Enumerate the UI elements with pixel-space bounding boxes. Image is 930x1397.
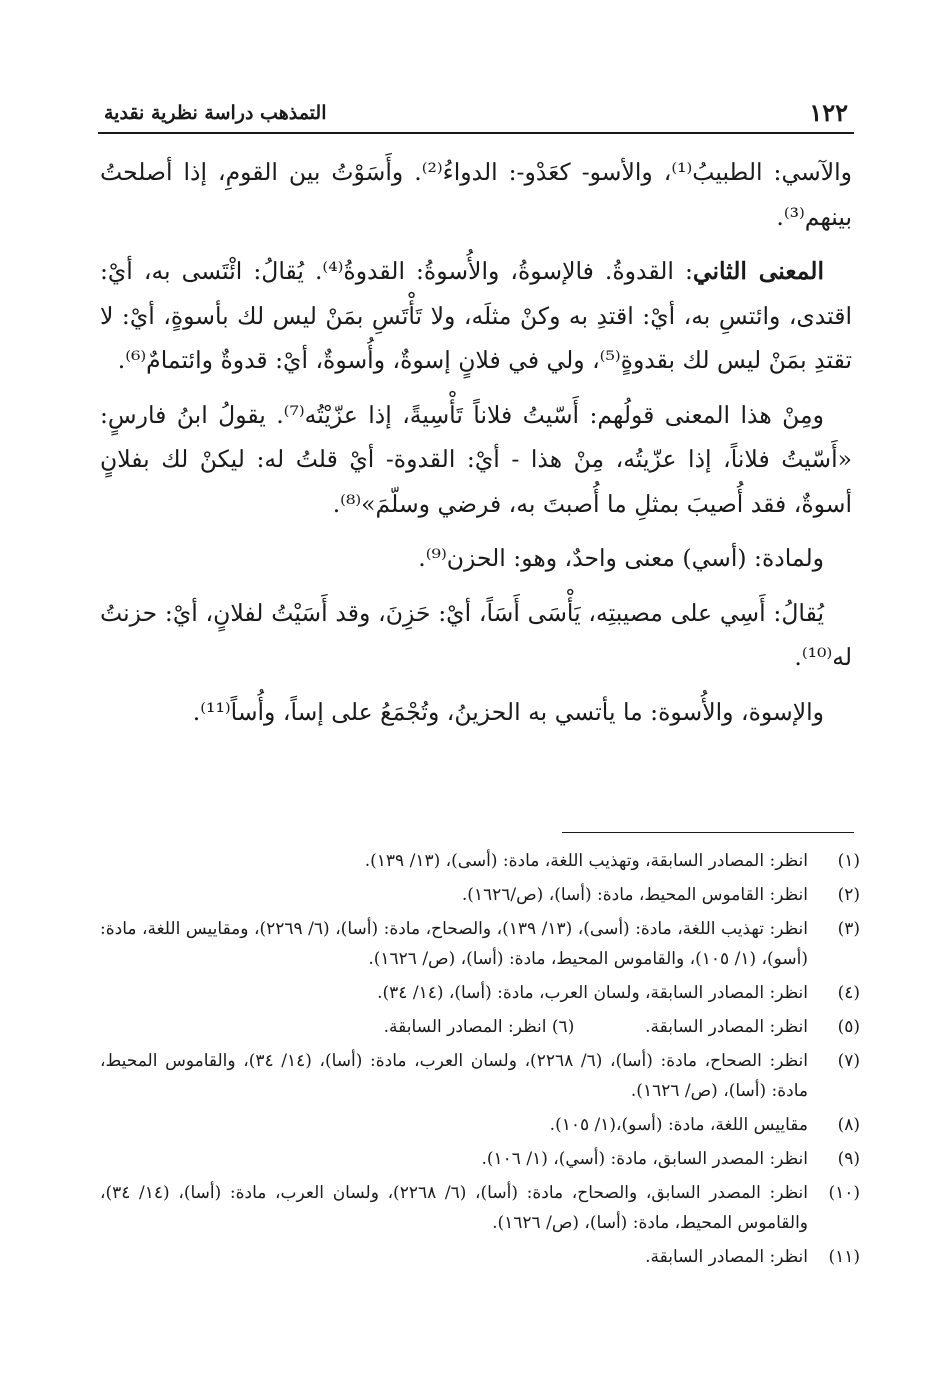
main-text (100, 150, 852, 744)
paragraph-1: والآسي: الطبيبُ⁽¹⁾، والأسو- كعَدْو-: الدواءُ⁽²⁾. وأَسَوْتُ بين القومِ، إذا أصلحتُ بينهم⁽³⁾. (100, 158, 853, 231)
footnote-number: (٥) (837, 1017, 860, 1037)
page-number: ١٢٢ (809, 98, 848, 127)
footnote-text: انظر: المصدر السابق، مادة: (أسي)، (١/ ١٠٦). (481, 1149, 808, 1169)
paragraph-5: يُقالُ: أَسِي على مصيبتِه، يَأْسَى أَسَاً، أيْ: حَزِنَ، وقد أَسَيْتُ لفلانٍ، أيْ: حزنتُ له⁽¹⁰⁾. (100, 598, 852, 671)
footnote-4 (100, 978, 860, 1008)
footnote-number: (٧) (837, 1051, 860, 1071)
footnote-number: (٣) (837, 919, 860, 939)
footnote-text: انظر: تهذيب اللغة، مادة: (أسى)، (١٣/ ١٣٩)، والصحاح، مادة: (أسا)، (٦/ ٢٢٦٩)، ومقاييس اللغة، مادة: (أسو)، (١/ ١٠٥)، والقاموس المحيط، مادة: (أسا)، (ص/ ١٦٢٦). (100, 919, 808, 969)
footnotes (100, 846, 860, 1276)
footnote-number: (١١) (828, 1247, 860, 1267)
footnote-text: انظر: الصحاح، مادة: (أسا)، (٦/ ٢٢٦٨)، ولسان العرب، مادة: (أسا)، (١٤/ ٣٤)، والقاموس المحيط، مادة: (أسا)، (ص/ ١٦٢٦). (100, 1051, 809, 1101)
footnote-8 (100, 1110, 860, 1140)
running-title: التمذهب دراسة نظرية نقدية (104, 102, 327, 124)
page-header (98, 96, 854, 134)
footnote-7 (100, 1046, 860, 1106)
footnote-number: (٦) (551, 1017, 575, 1037)
footnote-text: انظر: المصادر السابقة. (383, 1017, 547, 1037)
footnote-divider (562, 832, 854, 833)
footnote-number: (٩) (837, 1149, 860, 1169)
footnote-number: (١) (837, 851, 860, 871)
footnote-number: (١٠) (828, 1183, 860, 1203)
paragraph-6: والإسوة، والأُسوة: ما يأتسي به الحزينُ، وتُجْمَعُ على إساً، وأُساً⁽¹¹⁾. (192, 697, 824, 726)
footnote-1 (100, 846, 860, 876)
paragraph-3: ومِنْ هذا المعنى قولُهم: أَسّيتُ فلاناً تَأْسِيةً، إذا عزّيْتُه⁽⁷⁾. يقولُ ابنُ فارسٍ: «أَسّيتُ فلاناً، إذا عزّيتُه، مِنْ هذا - أيْ: القدوة- أيْ قلتُ له: ليكنْ لك بفلانٍ أسوةٌ، فقد أُصيبَ بمثلِ ما أُصبتَ به، فرضي وسلّمَ»⁽⁸⁾. (100, 400, 852, 518)
paragraph-2-text: : القدوةُ. فالإسوةُ، والأُسوةُ: القدوةُ⁽⁴⁾. يُقالُ: ائْتَسى به، أيْ: اقتدى، وائتسِ به، أيْ: اقتدِ به وكنْ مثلَه، ولا تَأْتَسِ بمَنْ ليس لك بأسوةٍ، أيْ: لا تقتدِ بمَنْ ليس لك بقدوةٍ⁽⁵⁾، ولي في فلانٍ إسوةٌ، وأُسوةٌ، أيْ: قدوةٌ وائتمامٌ⁽⁶⁾. (100, 257, 852, 374)
footnote-5-6 (100, 1012, 860, 1042)
footnote-11 (100, 1242, 860, 1272)
footnote-text: مقاييس اللغة، مادة: (أسو)،(١/ ١٠٥). (549, 1115, 808, 1135)
footnote-text: انظر: المصدر السابق، والصحاح، مادة: (أسا)، (٦/ ٢٢٦٨)، ولسان العرب، مادة: (أسا)، (١٤/ ٣٤)، والقاموس المحيط، مادة: (أسا)، (ص/ ١٦٢٦). (100, 1183, 808, 1233)
footnote-10 (100, 1178, 860, 1238)
footnote-text: انظر: المصادر السابقة. (645, 1247, 808, 1267)
paragraph-2 (100, 249, 852, 383)
footnote-text: انظر: المصادر السابقة. (645, 1017, 808, 1037)
footnote-number: (٤) (837, 983, 860, 1003)
footnote-number: (٨) (837, 1115, 860, 1135)
footnote-number: (٢) (837, 885, 860, 905)
footnote-2 (100, 880, 860, 910)
footnote-text: انظر: المصادر السابقة، ولسان العرب، مادة: (أسا)، (١٤/ ٣٤). (377, 983, 808, 1003)
paragraph-4: ولمادة: (أسي) معنى واحدٌ، وهو: الحزن⁽⁹⁾. (418, 544, 824, 572)
footnote-3 (100, 914, 860, 974)
footnote-9 (100, 1144, 860, 1174)
footnote-text: انظر: القاموس المحيط، مادة: (أسا)، (ص/١٦٢٦). (461, 885, 808, 905)
footnote-text: انظر: المصادر السابقة، وتهذيب اللغة، مادة: (أسى)، (١٣/ ١٣٩). (364, 851, 808, 871)
section-label: المعنى الثاني (692, 257, 824, 285)
